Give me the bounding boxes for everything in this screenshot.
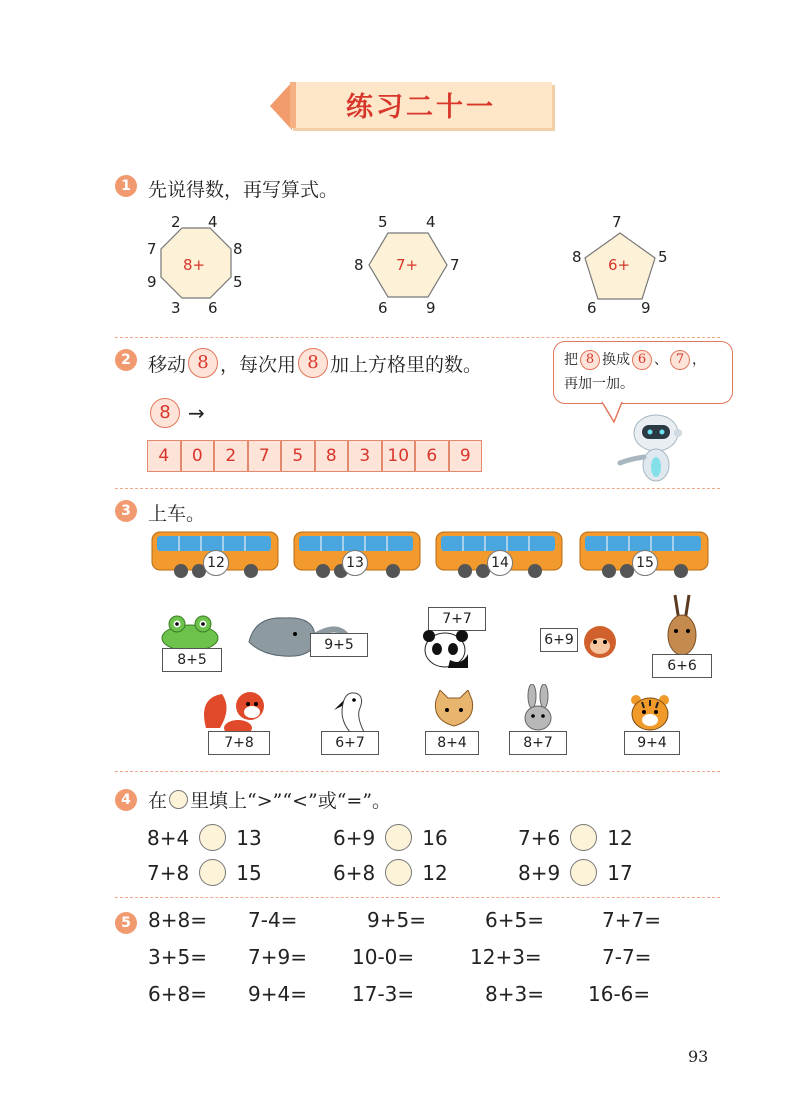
antelope-sign: 6+6 — [652, 654, 712, 678]
answer-circle[interactable] — [570, 859, 597, 886]
equation: 8+8= — [148, 908, 207, 932]
rabbit-icon — [518, 684, 558, 732]
squirrel-sign: 7+8 — [208, 731, 270, 755]
number-circle-8: 8 — [188, 348, 218, 378]
hexagon-number: 9 — [426, 299, 436, 317]
robot-speech-bubble — [553, 341, 733, 404]
number-cell: 2 — [214, 440, 248, 472]
pentagon-center: 6+ — [608, 256, 631, 274]
number-cell: 4 — [147, 440, 181, 472]
monkey-icon — [580, 622, 620, 662]
robot-icon — [612, 405, 692, 485]
question-number-2: 2 — [115, 349, 137, 371]
equation: 7-4= — [248, 908, 298, 932]
comparison-left: 8+9 — [518, 860, 561, 885]
question-1-text: 先说得数，再写算式。 — [148, 179, 339, 201]
number-cell: 10 — [382, 440, 416, 472]
hexagon-number: 6 — [378, 299, 388, 317]
comparison-item — [518, 859, 633, 886]
squirrel-icon — [198, 688, 276, 736]
hexagon-number: 4 — [426, 213, 436, 231]
bus — [435, 530, 565, 584]
bus — [293, 530, 423, 584]
question-4-text-b: 里填上“>”“<”或“=”。 — [190, 790, 392, 812]
answer-circle[interactable] — [385, 824, 412, 851]
question-number-1: 1 — [115, 175, 137, 197]
pentagon-number: 8 — [572, 248, 582, 266]
bubble-circle: 7 — [670, 350, 690, 370]
comparison-right: 12 — [607, 825, 633, 850]
number-circle-8: 8 — [298, 348, 328, 378]
comparison-right: 12 — [422, 860, 448, 885]
octagon-number: 5 — [233, 273, 243, 291]
octagon-number: 3 — [171, 299, 181, 317]
comparison-right: 16 — [422, 825, 448, 850]
tiger-icon — [628, 694, 672, 732]
antelope-icon — [655, 593, 705, 658]
equation: 3+5= — [148, 945, 207, 969]
equation: 6+5= — [485, 908, 544, 932]
bus — [579, 530, 711, 584]
octagon-number: 4 — [208, 213, 218, 231]
frog-icon — [155, 612, 225, 652]
equation: 7+9= — [248, 945, 307, 969]
section-divider — [115, 488, 720, 489]
equation: 16-6= — [588, 982, 651, 1006]
pentagon-number: 7 — [612, 213, 622, 231]
bubble-circle: 6 — [632, 350, 652, 370]
question-2-each-text: ，每次用 — [220, 353, 297, 376]
comparison-right: 15 — [236, 860, 262, 885]
panda-sign: 7+7 — [428, 607, 486, 631]
number-cell: 8 — [315, 440, 349, 472]
question-number-4: 4 — [115, 789, 137, 811]
comparison-left: 7+6 — [518, 825, 561, 850]
comparison-left: 6+9 — [333, 825, 376, 850]
octagon-number: 6 — [208, 299, 218, 317]
answer-circle[interactable] — [199, 824, 226, 851]
octagon-number: 8 — [233, 240, 243, 258]
question-4-text — [148, 786, 391, 813]
comparison-right: 17 — [607, 860, 633, 885]
page-title: 练习二十一 — [346, 92, 496, 123]
section-divider — [115, 897, 720, 898]
equation: 9+4= — [248, 982, 307, 1006]
bubble-text: 把 — [564, 352, 578, 368]
comparison-left: 7+8 — [147, 860, 190, 885]
frog-sign: 8+5 — [162, 648, 222, 672]
bus-number: 15 — [632, 550, 658, 576]
section-divider — [115, 337, 720, 338]
bubble-text: 、 — [654, 352, 668, 368]
rabbit-sign: 8+7 — [509, 731, 567, 755]
octagon-number: 7 — [147, 240, 157, 258]
bus-number: 12 — [203, 550, 229, 576]
hexagon-number: 5 — [378, 213, 388, 231]
bubble-circle: 8 — [580, 350, 600, 370]
number-cell: 7 — [248, 440, 282, 472]
panda-icon — [420, 630, 470, 670]
comparison-item — [147, 824, 262, 851]
bubble-text: ， — [692, 352, 706, 368]
equation: 7-7= — [602, 945, 652, 969]
equation: 17-3= — [352, 982, 415, 1006]
number-cell: 5 — [281, 440, 315, 472]
question-2-text — [148, 348, 482, 378]
answer-circle[interactable] — [385, 859, 412, 886]
pentagon-number: 9 — [641, 299, 651, 317]
swan-sign: 6+7 — [321, 731, 379, 755]
bus — [151, 530, 281, 584]
question-number-5: 5 — [115, 912, 137, 934]
answer-circle[interactable] — [570, 824, 597, 851]
cat-icon — [430, 690, 478, 730]
equation: 12+3= — [470, 945, 542, 969]
tiger-sign: 9+4 — [624, 731, 680, 755]
bubble-text: 换成 — [602, 352, 630, 368]
comparison-item — [333, 824, 448, 851]
question-4-text-a: 在 — [148, 790, 168, 812]
equation: 9+5= — [367, 908, 426, 932]
number-cells — [147, 440, 482, 472]
question-3-text: 上车。 — [148, 503, 206, 525]
comparison-item — [147, 859, 262, 886]
question-2-move-text: 移动 — [148, 353, 187, 376]
blank-circle-icon — [169, 790, 188, 809]
equation: 6+8= — [148, 982, 207, 1006]
section-divider — [115, 771, 720, 772]
cat-sign: 8+4 — [425, 731, 479, 755]
number-circle-8: 8 — [150, 398, 180, 428]
pentagon-number: 6 — [587, 299, 597, 317]
octagon-center: 8+ — [183, 256, 206, 274]
number-cell: 6 — [415, 440, 449, 472]
comparison-right: 13 — [236, 825, 262, 850]
monkey-sign: 6+9 — [540, 628, 578, 652]
pentagon-number: 5 — [658, 248, 668, 266]
equation: 7+7= — [602, 908, 661, 932]
bus-number: 14 — [487, 550, 513, 576]
hexagon-center: 7+ — [396, 256, 419, 274]
arrow-right-icon: → — [188, 401, 205, 425]
page-number: 93 — [688, 1047, 709, 1066]
hexagon-number: 8 — [354, 256, 364, 274]
comparison-item — [518, 824, 633, 851]
elephant-sign: 9+5 — [310, 633, 368, 657]
bubble-text-line2: 再加一加。 — [564, 376, 634, 392]
swan-icon — [328, 688, 378, 734]
equation: 10-0= — [352, 945, 415, 969]
hexagon-number: 7 — [450, 256, 460, 274]
equation: 8+3= — [485, 982, 544, 1006]
answer-circle[interactable] — [199, 859, 226, 886]
comparison-left: 8+4 — [147, 825, 190, 850]
number-cell: 0 — [181, 440, 215, 472]
octagon-number: 9 — [147, 273, 157, 291]
comparison-item — [333, 859, 448, 886]
question-number-3: 3 — [115, 500, 137, 522]
number-cell: 9 — [449, 440, 483, 472]
comparison-left: 6+8 — [333, 860, 376, 885]
number-cell: 3 — [348, 440, 382, 472]
title-tab-decoration — [270, 82, 292, 130]
moving-marker — [150, 398, 205, 428]
question-2-rest-text: 加上方格里的数。 — [330, 353, 483, 376]
octagon-number: 2 — [171, 213, 181, 231]
bus-number: 13 — [342, 550, 368, 576]
